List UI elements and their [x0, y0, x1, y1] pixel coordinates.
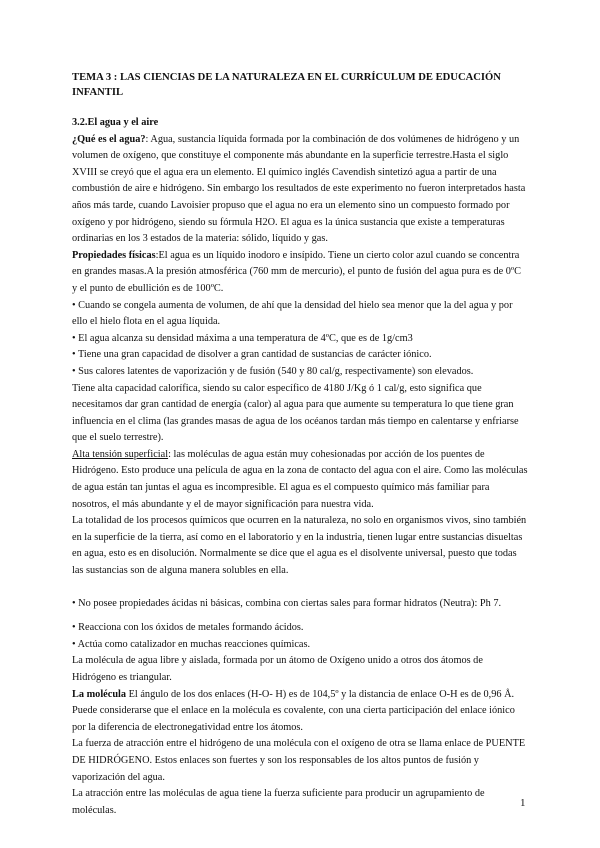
- paragraph-puente-hidrogeno: La fuerza de atracción entre el hidrógeno de una molécula con el oxígeno de otra se llama enlace de PUENTE DE HIDRÓGENO. Estos enlaces son fuertes y son los responsables de los altos puntos de fusión y vaporización del agua.: [72, 738, 526, 783]
- paragraph-molecula: [72, 687, 528, 737]
- paragraph-disolvente: La totalidad de los procesos químicos que ocurren en la naturaleza, no solo en organismos vivos, sino también en la superficie de la tierra, así como en el laboratorio y en la industria, tienen lugar entre sustancias disueltas en agua, esto es en disolución. Normalmente se dice que el agua es el disolvente universal, puesto que todas las sustancias son de alguna manera solubles en ella.: [72, 515, 527, 577]
- page-number: 1: [520, 797, 526, 809]
- paragraph-text: : las moléculas de agua están muy cohesionadas por acción de los puentes de Hidrógeno. Esto produce una película de agua en la zona de contacto del agua con el aire. Como las moléculas de agua están tan juntas el agua es incompresible. El agua es el compuesto químico más familiar para nosotros, el más abundante y el de mayor significación para nuestra vida.: [72, 448, 528, 510]
- list-item: • El agua alcanza su densidad máxima a una temperatura de 4ºC, que es de 1g/cm3: [72, 332, 413, 344]
- paragraph-propiedades-fisicas: [72, 248, 528, 298]
- list-item: • Cuando se congela aumenta de volumen, de ahí que la densidad del hielo sea menor que la del agua y por ello el hielo flota en el agua líquida.: [72, 299, 513, 328]
- paragraph-capacidad-calorifica: Tiene alta capacidad calorífica, siendo su calor específico de 4180 J/Kg ó 1 cal/g, esto significa que necesitamos dar gran cantidad de energía (calor) al agua para que aumente su temperatura lo que tiene gran influencia en el clima (las grandes masas de agua de los océanos tardan más tiempo en calentarse y enfriarse que el suelo terrestre).: [72, 382, 519, 444]
- list-item: • Actúa como catalizador en muchas reacciones químicas.: [72, 638, 311, 650]
- paragraph-que-es-agua: [72, 132, 528, 248]
- paragraph-text: : Agua, sustancia líquida formada por la combinación de dos volúmenes de hidrógeno y un volumen de oxígeno, que constituye el componente más abundante en la superficie terrestre.Hasta el siglo XVIII se creyó que el agua era un elemento. El químico inglés Cavendish sintetizó agua a partir de una combustión de aire e hidrógeno. Sin embargo los resultados de este experimento no fueron interpretados hasta años más tarde, cuando Lavoisier propuso que el agua no era un elemento sino un compuesto formado por oxígeno y por hidrógeno, siendo su fórmula H2O. El agua es la única sustancia que existe a temperaturas ordinarias en los 3 estados de la materia: sólido, líquido y gas.: [72, 133, 526, 245]
- spacer: [72, 612, 528, 620]
- section-heading: 3.2.El agua y el aire: [72, 117, 159, 128]
- list-item: • Tiene una gran capacidad de disolver a gran cantidad de sustancias de carácter iónico.: [72, 349, 432, 361]
- list-item: • Sus calores latentes de vaporización y de fusión (540 y 80 cal/g, respectivamente) son elevados.: [72, 365, 474, 377]
- spacer: [72, 580, 528, 596]
- paragraph-lead: ¿Qué es el agua?: [72, 133, 146, 145]
- paragraph-lead: Propiedades físicas: [72, 249, 156, 261]
- paragraph-text: El ángulo de los dos enlaces (H-O- H) es de 104,5º y la distancia de enlace O-H es de 0,96 Å. Puede considerarse que el enlace en la molécula es covalente, con una cierta participación del enlace iónico por la diferencia de electronegatividad entre los átomos.: [72, 688, 515, 733]
- paragraph-atraccion: La atracción entre las moléculas de agua tiene la fuerza suficiente para producir un agrupamiento de moléculas.: [72, 788, 485, 816]
- paragraph-tension-superficial: [72, 447, 528, 513]
- paragraph-text: :El agua es un líquido inodoro e insípido. Tiene un cierto color azul cuando se concentra en grandes masas.A la presión atmosférica (760 mm de mercurio), el punto de fusión del agua pura es de 0ºC y el punto de ebullición es de 100ºC.: [72, 249, 521, 294]
- document-title: TEMA 3 : LAS CIENCIAS DE LA NATURALEZA EN EL CURRÍCULUM DE EDUCACIÓN INFANTIL: [72, 72, 501, 98]
- list-item: • No posee propiedades ácidas ni básicas, combina con ciertas sales para formar hidratos (Neutra): Ph 7.: [72, 597, 502, 609]
- document-page: [72, 70, 528, 819]
- list-item: • Reacciona con los óxidos de metales formando ácidos.: [72, 622, 304, 634]
- paragraph-lead: La molécula: [72, 688, 127, 700]
- paragraph-molecula-aislada: La molécula de agua libre y aislada, formada por un átomo de Oxígeno unido a otros dos átomos de Hidrógeno es triangular.: [72, 655, 483, 683]
- paragraph-lead: Alta tensión superficial: [72, 448, 169, 460]
